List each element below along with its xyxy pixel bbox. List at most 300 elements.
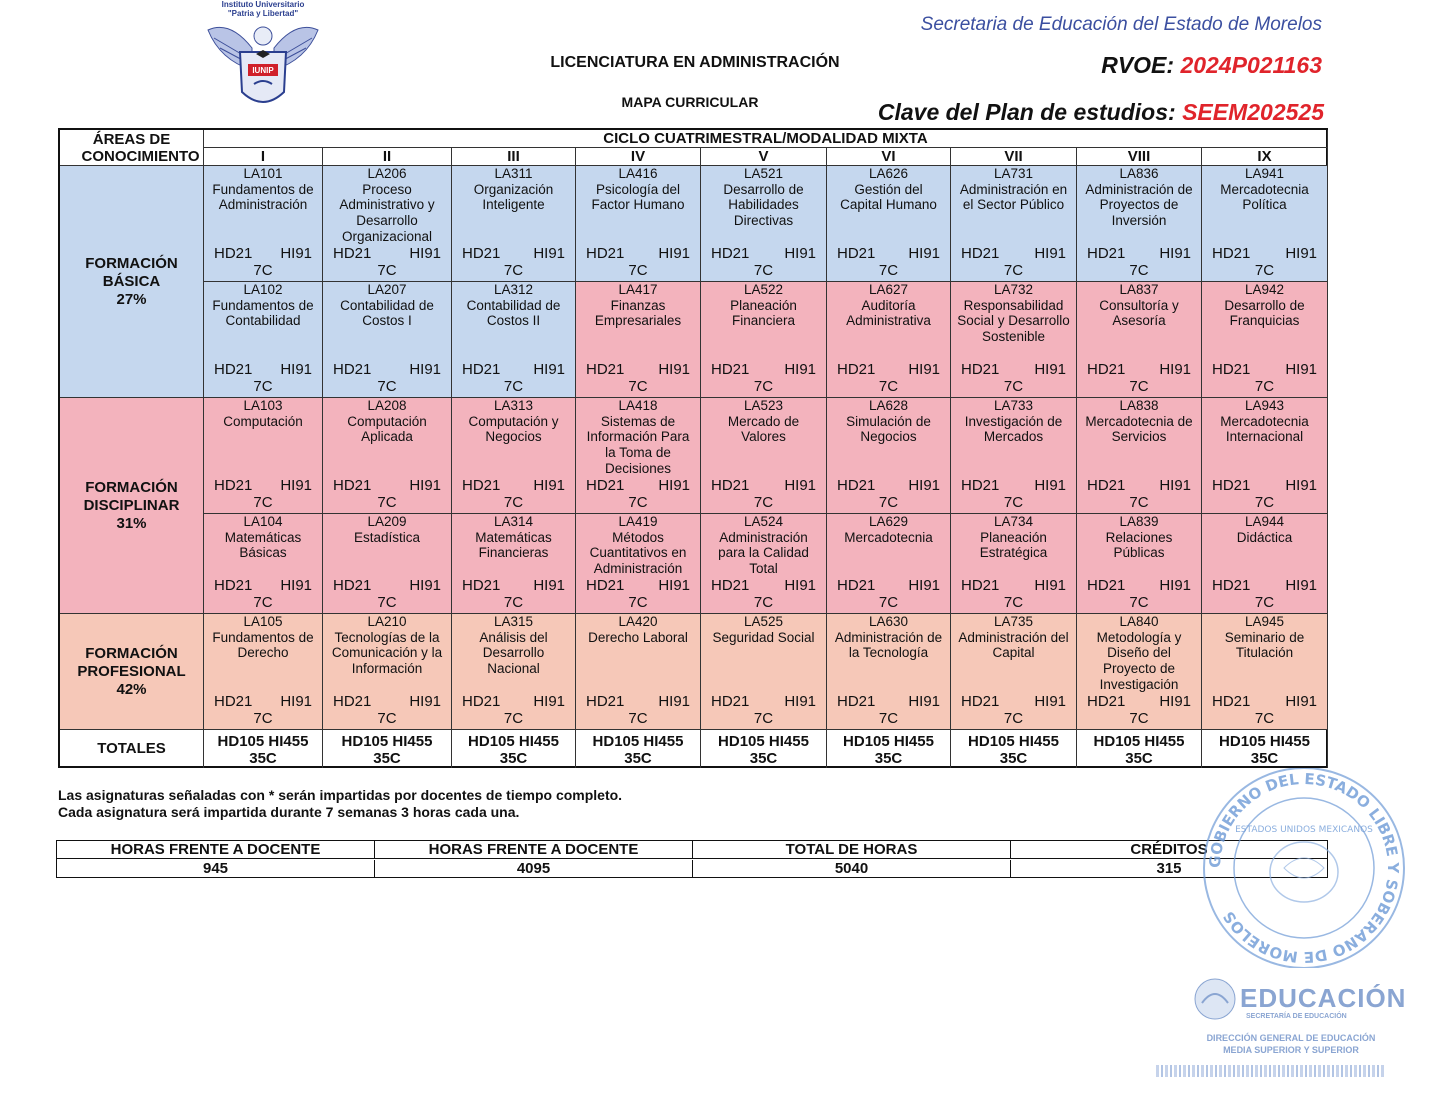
hi-hours: HI91 [784,245,816,262]
totals-hours [452,733,575,750]
hours-row [1077,577,1201,594]
hours-row [576,477,700,494]
hd-hours: HD21 [837,477,876,494]
hours-row [1202,361,1327,378]
totals-credits: 35C [749,750,778,767]
subject-name: Consultoría y Asesoría [1099,297,1179,329]
credits: 7C [253,378,273,395]
subject-cell [204,166,323,282]
area-label [60,398,204,614]
credits: 7C [253,710,273,727]
hd-hours: HD21 [1212,361,1251,378]
totals-hours [701,733,826,750]
period-header: IV [576,148,701,166]
subject-name: Investigación de Mercados [964,413,1063,445]
hi-hours: HI91 [784,361,816,378]
subject-name: Relaciones Públicas [1105,529,1173,561]
subject-name: Responsabilidad Social y Desarrollo Sostenible [957,297,1070,345]
hd-hours: HD21 [1087,361,1126,378]
subject-code: LA521 [743,166,784,181]
subject-code: LA732 [993,282,1034,297]
hi-hours: HI91 [1285,477,1317,494]
hours-row [1077,361,1201,378]
subject-name: Didáctica [1236,529,1293,545]
hd-hours: HD21 [462,693,501,710]
hours-row [701,245,826,262]
education-title: EDUCACIÓN [1240,983,1407,1013]
logo-institution-text: Instituto Universitario [221,0,305,9]
subject-code: LA420 [618,614,658,629]
credits: 7C [377,494,397,511]
education-logo [1186,975,1416,1085]
hd-hours: HD21 [1212,245,1251,262]
subject-cell [1077,166,1202,282]
hi-hours: HI91 [658,245,690,262]
hd-hours: HD21 [837,693,876,710]
subject-hours [951,693,1076,729]
hours-row [452,477,575,494]
subject-name: Métodos Cuantitativos en Administración [589,529,687,577]
credits: 7C [1003,494,1024,511]
hd-hours: HD21 [711,693,750,710]
hi-hours: HI91 [280,477,312,494]
subject-hours [204,245,322,281]
subject-cell [204,282,323,398]
subject-name: Organización Inteligente [473,181,554,213]
period-header: VI [827,148,951,166]
credits: 7C [1003,378,1024,395]
hours-row [323,477,451,494]
hi-hours: HI91 [533,577,565,594]
credits: 7C [628,378,648,395]
subject-code: LA418 [618,398,658,413]
subject-cell [576,166,701,282]
subject-code: LA525 [743,614,784,629]
subject-hours [323,361,451,397]
credits: 7C [377,378,397,395]
subject-hours [1077,693,1201,729]
subject-name: Computación [223,413,303,429]
credits: 7C [878,262,899,279]
subject-hours [701,693,826,729]
hd-hours: HD21 [462,245,501,262]
subject-hours [323,477,451,513]
subject-hours [452,477,575,513]
hd-hours: HD21 [586,693,625,710]
subject-code: LA941 [1244,166,1285,181]
totals-cell [323,730,452,768]
area-name: FORMACIÓN DISCIPLINAR [83,478,180,514]
subject-code: LA837 [1119,282,1159,297]
areas-header [60,130,204,166]
totals-cell [951,730,1077,768]
subject-cell [827,514,951,614]
subject-cell [701,514,827,614]
hours-row [827,477,950,494]
subject-cell [951,282,1077,398]
hi-hours: HI91 [908,477,940,494]
subject-hours [1202,245,1327,281]
subject-hours [323,577,451,613]
subject-name: Seguridad Social [712,629,815,645]
subject-cell [1077,514,1202,614]
subject-name: Mercadotecnia de Servicios [1085,413,1193,445]
area-label [60,166,204,398]
subject-name: Seminario de Titulación [1224,629,1305,661]
subject-cell [452,614,576,730]
subject-name: Administración en el Sector Público [959,181,1068,213]
eagle-shield-icon [200,0,326,122]
subject-code: LA523 [743,398,784,413]
totals-credits: 35C [373,750,401,767]
credits: 7C [1254,378,1275,395]
totals-cell [1202,730,1328,768]
summary-header: HORAS FRENTE A DOCENTE [57,841,375,859]
hd-hours: HD21 [214,245,253,262]
subject-name: Mercadotecnia Internacional [1220,413,1309,445]
subject-code: LA731 [993,166,1034,181]
cycle-header: CICLO CUATRIMESTRAL/MODALIDAD MIXTA [204,130,1328,148]
subject-hours [452,361,575,397]
subject-name: Matemáticas Financieras [475,529,552,561]
hd-hours: HD21 [1087,477,1126,494]
subject-cell [452,282,576,398]
subject-hours [576,577,700,613]
totals-credits: 35C [249,750,277,767]
subject-hours [1077,245,1201,281]
subject-hours [1202,693,1327,729]
summary-value: 945 [57,860,375,877]
subject-name: Tecnologías de la Comunicación y la Información [331,629,443,677]
direction-line-1: DIRECCIÓN GENERAL DE EDUCACIÓN [1206,1033,1376,1043]
credits: 7C [503,710,524,727]
hi-hours: HI91 [1034,477,1066,494]
subject-code: LA207 [367,282,407,297]
subject-code: LA629 [868,514,909,529]
subject-name: Auditoría Administrativa [846,297,931,329]
area-name: FORMACIÓN BÁSICA [85,254,178,290]
svg-text:GOBIERNO DEL ESTADO LIBRE Y SO [1206,770,1402,966]
hd-hours: HD21 [462,577,501,594]
hi-hours: HI91 [784,477,816,494]
credits: 7C [1129,710,1149,727]
subject-cell [204,398,323,514]
subject-cell [701,614,827,730]
credits: 7C [503,378,524,395]
subject-code: LA206 [367,166,407,181]
subject-name: Mercado de Valores [727,413,800,445]
hi-hours: HI91 [409,361,441,378]
subject-name: Proceso Administrativo y Desarrollo Organizacional [339,181,435,244]
credits: 7C [1003,262,1024,279]
barcode-strip [1156,1065,1386,1077]
hd-hours: HD21 [586,245,625,262]
subject-name: Psicología del Factor Humano [591,181,685,213]
subject-code: LA735 [993,614,1034,629]
subject-cell [323,514,452,614]
hd-hours: HD21 [333,245,372,262]
subject-cell [1077,282,1202,398]
subject-code: LA103 [243,398,283,413]
subject-name: Matemáticas Básicas [224,529,302,561]
subject-cell [1202,614,1328,730]
subject-hours [951,577,1076,613]
subject-name: Planeación Financiera [730,297,797,329]
subject-name: Fundamentos de Administración [212,181,314,213]
hours-row [951,693,1076,710]
subject-hours [951,245,1076,281]
education-subtitle: SECRETARÍA DE EDUCACIÓN [1246,1013,1347,1020]
subject-cell [1202,282,1328,398]
subject-hours [204,477,322,513]
hi-hours: HI91 [1159,361,1191,378]
subject-name: Administración de la Tecnología [834,629,943,661]
curriculum-table [58,128,1328,768]
hi-hours: HI91 [1285,361,1317,378]
totals-hd: HD105 [468,733,515,750]
credits: 7C [1003,594,1024,611]
credits: 7C [628,494,648,511]
period-header: VIII [1077,148,1202,166]
subject-code: LA943 [1244,398,1285,413]
totals-hi: HI455 [768,733,809,750]
hours-row [1077,693,1201,710]
period-header: I [204,148,323,166]
subject-code: LA102 [243,282,283,297]
subject-name: Mercadotecnia [844,529,933,545]
credits: 7C [878,594,899,611]
hi-hours: HI91 [1285,693,1317,710]
credits: 7C [1254,710,1275,727]
subject-code: LA312 [493,282,534,297]
credits: 7C [1254,594,1275,611]
subject-hours [1202,361,1327,397]
credits: 7C [503,494,524,511]
logo-abbr: IUNIP [252,66,274,75]
hi-hours: HI91 [533,361,565,378]
subject-name: Planeación Estratégica [979,529,1048,561]
subject-name: Contabilidad de Costos II [466,297,561,329]
totals-hi: HI455 [1018,733,1059,750]
subject-code: LA944 [1244,514,1285,529]
subject-code: LA734 [993,514,1034,529]
hd-hours: HD21 [333,577,372,594]
hours-row [452,693,575,710]
credits: 7C [1129,594,1149,611]
subject-hours [576,361,700,397]
hd-hours: HD21 [214,477,253,494]
totals-hi: HI455 [518,733,559,750]
hours-row [827,577,950,594]
credits: 7C [878,378,899,395]
totals-cell [1077,730,1202,768]
hours-row [951,245,1076,262]
subject-name: Metodología y Diseño del Proyecto de Investigación [1096,629,1182,692]
hi-hours: HI91 [409,693,441,710]
hours-row [452,245,575,262]
credits: 7C [253,594,273,611]
hd-hours: HD21 [462,361,501,378]
subject-hours [1202,577,1327,613]
subject-code: LA838 [1119,398,1159,413]
subject-code: LA210 [367,614,407,629]
subject-cell [1202,398,1328,514]
totals-hi: HI455 [1269,733,1310,750]
subject-cell [452,514,576,614]
official-seal [1192,768,1416,968]
credits: 7C [1129,494,1149,511]
hd-hours: HD21 [1087,245,1126,262]
subject-cell [701,282,827,398]
credits: 7C [377,262,397,279]
subject-code: LA208 [367,398,407,413]
hi-hours: HI91 [1034,361,1066,378]
subject-hours [323,245,451,281]
totals-credits: 35C [1250,750,1279,767]
hours-row [701,577,826,594]
period-header: III [452,148,576,166]
education-emblem-icon [1190,975,1240,1023]
hd-hours: HD21 [961,477,1000,494]
hi-hours: HI91 [280,245,312,262]
hours-row [951,477,1076,494]
subject-name: Estadística [353,529,421,545]
hi-hours: HI91 [409,577,441,594]
credits: 7C [628,710,648,727]
subject-code: LA840 [1119,614,1159,629]
subject-hours [701,477,826,513]
subject-name: Finanzas Empresariales [594,297,682,329]
subject-cell [576,282,701,398]
hd-hours: HD21 [1212,477,1251,494]
hours-row [1202,477,1327,494]
hd-hours: HD21 [214,693,253,710]
subject-cell [576,398,701,514]
hi-hours: HI91 [908,361,940,378]
hours-row [701,477,826,494]
hi-hours: HI91 [533,693,565,710]
hd-hours: HD21 [961,577,1000,594]
plan-key-value: SEEM202525 [1182,99,1324,125]
hi-hours: HI91 [1285,245,1317,262]
hd-hours: HD21 [837,361,876,378]
subject-hours [827,693,950,729]
subject-name: Administración de Proyectos de Inversión [1085,181,1193,229]
totals-hi: HI455 [268,733,309,750]
hi-hours: HI91 [533,477,565,494]
subject-cell [827,614,951,730]
subject-hours [576,693,700,729]
totals-hd: HD105 [1219,733,1266,750]
credits: 7C [1129,262,1149,279]
totals-label [60,730,204,768]
area-percentage: 27% [116,290,147,308]
hi-hours: HI91 [409,477,441,494]
hd-hours: HD21 [711,245,750,262]
area-label [60,614,204,730]
subject-hours [452,245,575,281]
hi-hours: HI91 [1034,577,1066,594]
credits: 7C [878,494,899,511]
hours-row [827,245,950,262]
seal-icon [1192,768,1416,968]
area-percentage: 42% [116,680,147,698]
notes [58,787,622,821]
subject-code: LA733 [993,398,1034,413]
hours-row [452,361,575,378]
totals-hours [1202,733,1327,750]
subject-name: Administración del Capital [958,629,1069,661]
seal-inner-text: ESTADOS UNIDOS MEXICANOS [1235,825,1373,835]
hi-hours: HI91 [280,693,312,710]
rvoe-line [980,52,1322,79]
credits: 7C [503,262,524,279]
direction-line-2: MEDIA SUPERIOR Y SUPERIOR [1223,1045,1359,1055]
subject-cell [701,398,827,514]
subject-hours [1077,577,1201,613]
hours-row [323,577,451,594]
totals-hd: HD105 [718,733,765,750]
hd-hours: HD21 [462,477,501,494]
hi-hours: HI91 [784,577,816,594]
totals-hours [576,733,700,750]
credits: 7C [253,262,273,279]
subject-name: Contabilidad de Costos I [340,297,434,329]
subject-cell [576,614,701,730]
hours-row [204,577,322,594]
subject-name: Sistemas de Información Para la Toma de Decisiones [586,413,690,476]
hd-hours: HD21 [961,693,1000,710]
summary-value: 315 [1156,860,1182,877]
subject-cell [204,614,323,730]
credits: 7C [1254,262,1275,279]
totals-hi: HI455 [643,733,684,750]
hours-row [323,245,451,262]
areas-header-label: ÁREAS DE CONOCIMIENTO [81,130,200,165]
hi-hours: HI91 [1034,245,1066,262]
subject-hours [1202,477,1327,513]
rvoe-value: 2024P021163 [1180,52,1322,78]
hd-hours: HD21 [1212,693,1251,710]
hi-hours: HI91 [1159,245,1191,262]
totals-hours [204,733,322,750]
totals-cell [204,730,323,768]
subject-name: Desarrollo de Franquicias [1224,297,1305,329]
totals-hours [827,733,950,750]
subject-name: Mercadotecnia Política [1220,181,1309,213]
subject-name: Fundamentos de Derecho [212,629,314,661]
totals-hi: HI455 [893,733,934,750]
note-line: Las asignaturas señaladas con * serán impartidas por docentes de tiempo completo. [58,787,623,803]
subject-cell [1202,514,1328,614]
hi-hours: HI91 [908,245,940,262]
hours-row [204,245,322,262]
subject-hours [204,577,322,613]
hd-hours: HD21 [711,477,750,494]
subject-name: Gestión del Capital Humano [840,181,937,213]
subject-code: LA628 [868,398,909,413]
hours-row [701,693,826,710]
rvoe-label: RVOE: [1101,52,1175,78]
hi-hours: HI91 [658,693,690,710]
hours-row [204,693,322,710]
credits: 7C [503,594,524,611]
hd-hours: HD21 [711,361,750,378]
totals-label-text: TOTALES [97,740,166,757]
totals-hd: HD105 [217,733,265,750]
hi-hours: HI91 [1159,577,1191,594]
subject-code: LA105 [243,614,283,629]
